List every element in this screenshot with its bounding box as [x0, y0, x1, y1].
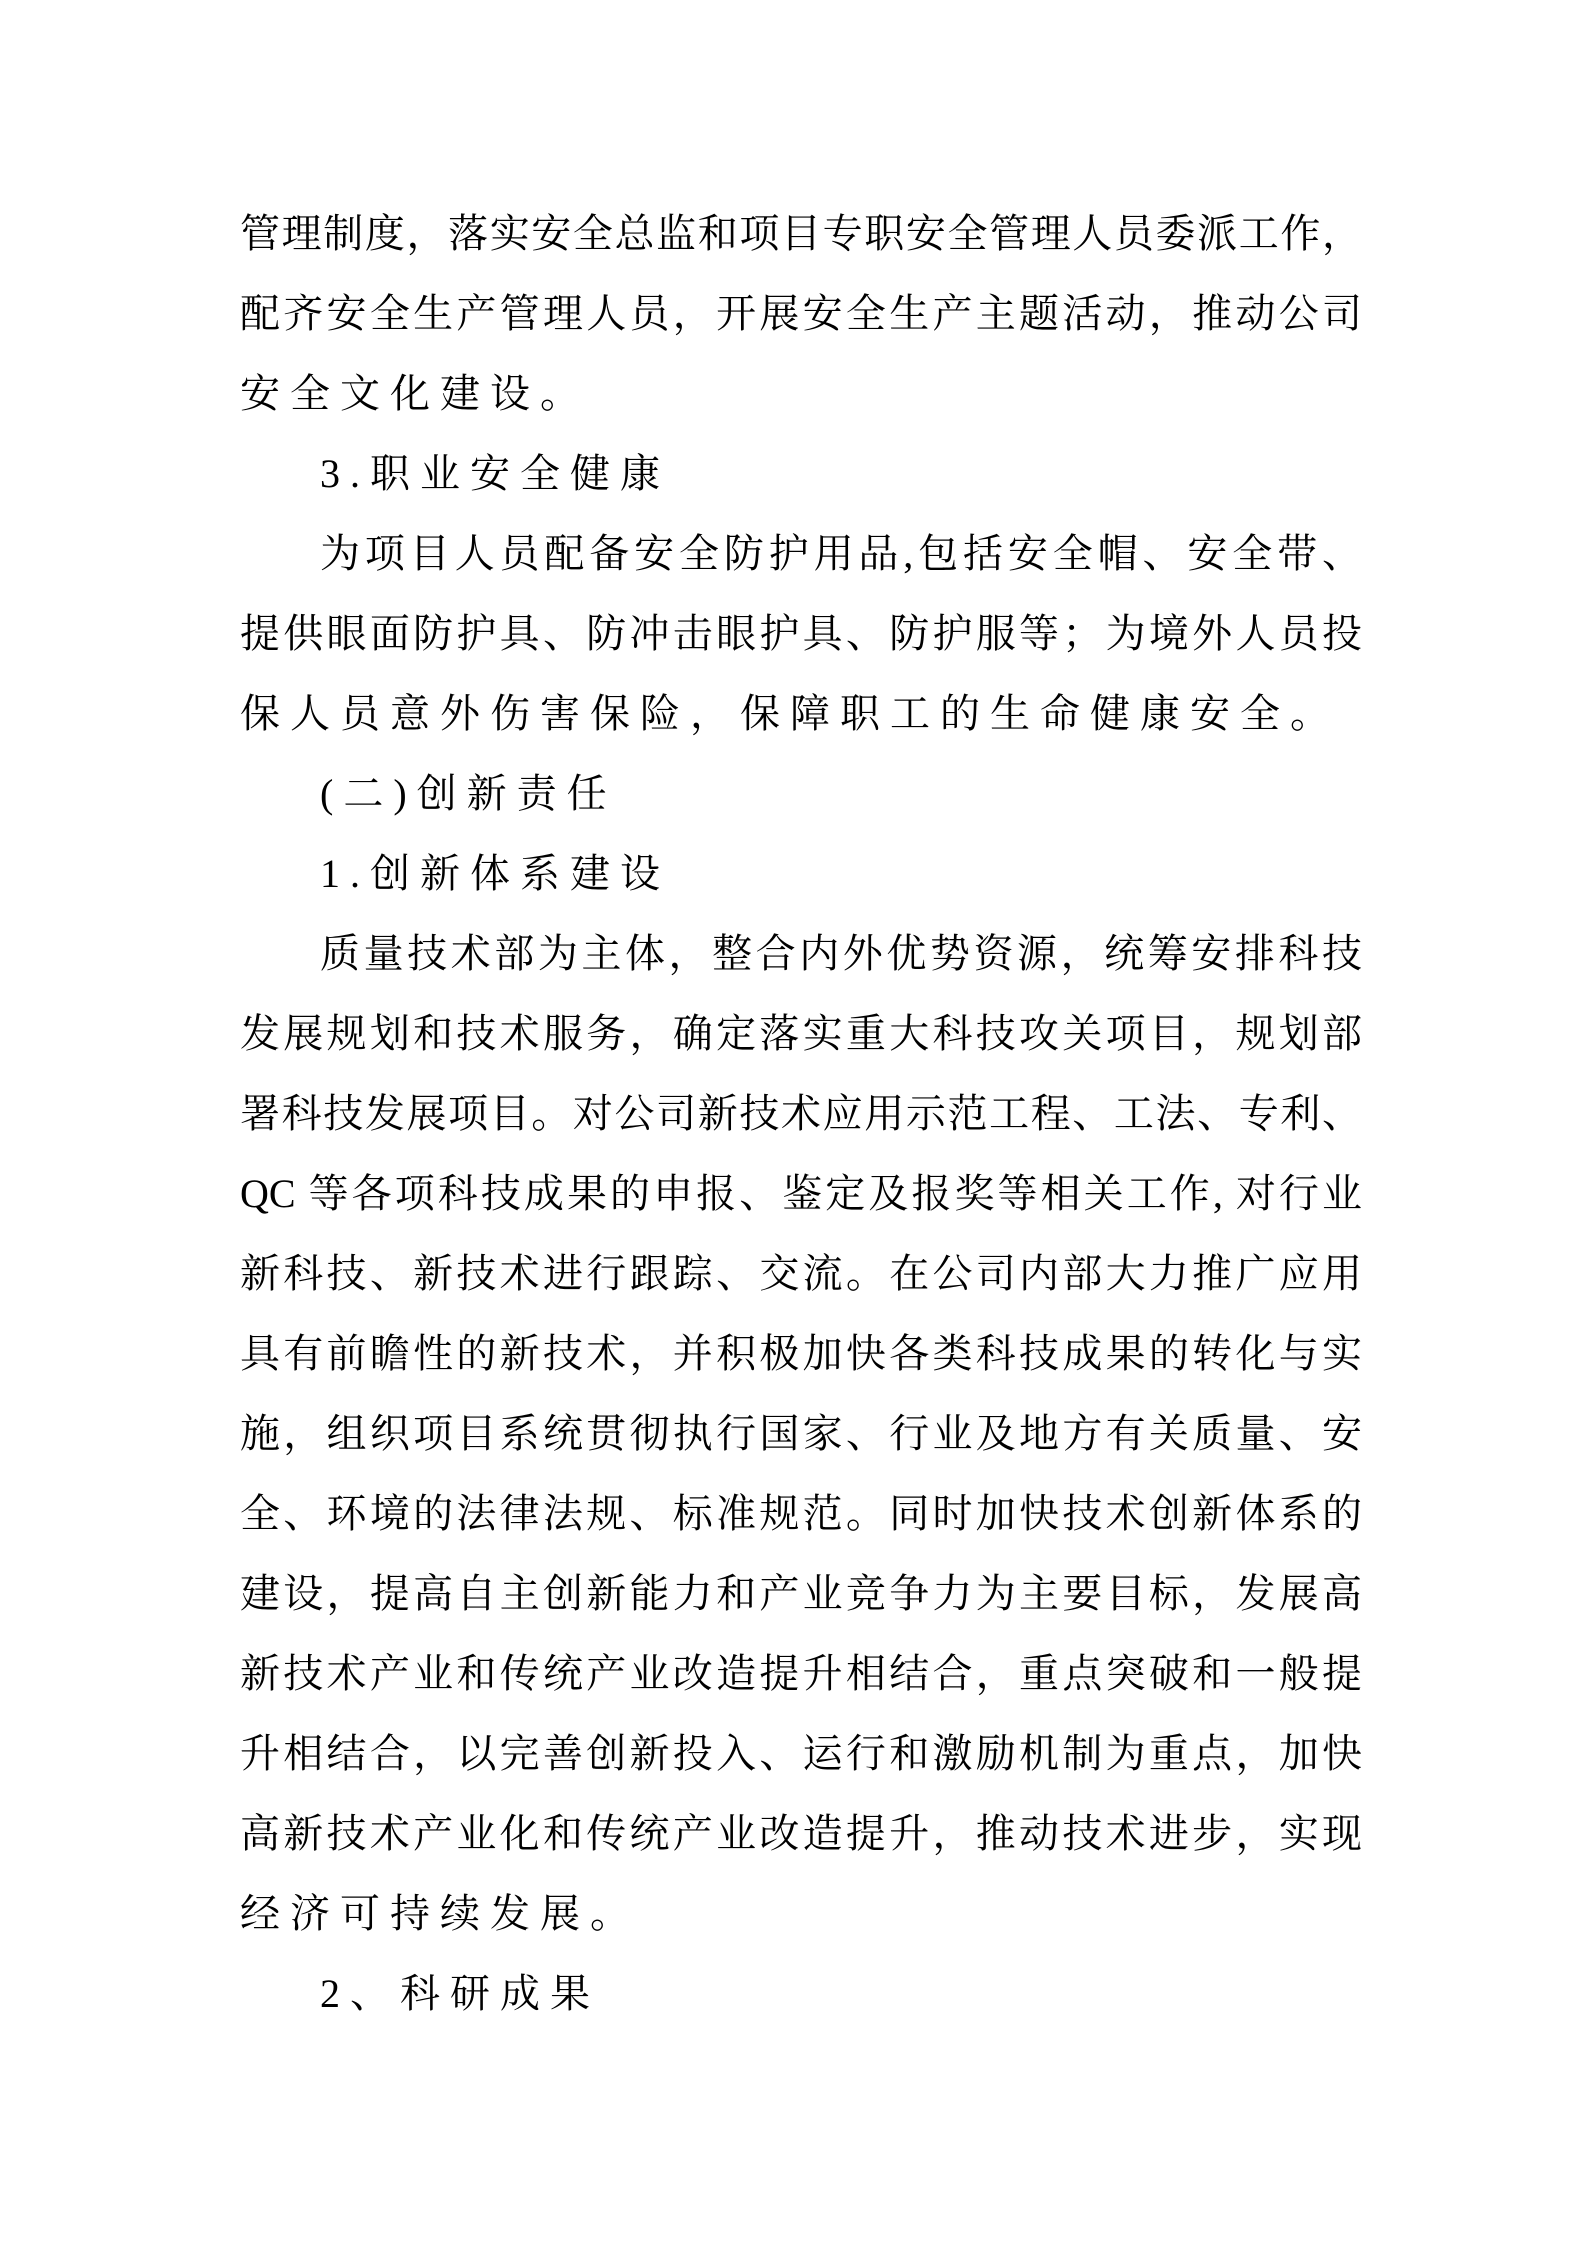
paragraph-line: 提供眼面防护具、防冲击眼护具、防护服等；为境外人员投	[240, 611, 1362, 656]
paragraph-line: 建设，提高自主创新能力和产业竞争力为主要目标，发展高	[240, 1571, 1362, 1616]
paragraph-line: QC 等各项科技成果的申报、鉴定及报奖等相关工作, 对行业	[240, 1171, 1362, 1216]
paragraph-end-line: 保人员意外伤害保险，保障职工的生命健康安全。	[240, 691, 1340, 736]
list-heading: 3.职业安全健康	[320, 451, 670, 496]
paragraph-line: 新技术产业和传统产业改造提升相结合，重点突破和一般提	[240, 1651, 1362, 1696]
paragraph-line: 署科技发展项目。对公司新技术应用示范工程、工法、专利、	[240, 1091, 1362, 1136]
paragraph-line: 质量技术部为主体，整合内外优势资源，统筹安排科技	[320, 931, 1362, 976]
paragraph-line: 新科技、新技术进行跟踪、交流。在公司内部大力推广应用	[240, 1251, 1362, 1296]
section-heading: (二)创新责任	[320, 771, 617, 816]
paragraph-line: 配齐安全生产管理人员，开展安全生产主题活动，推动公司	[240, 291, 1362, 336]
paragraph-end-line: 安全文化建设。	[240, 371, 590, 416]
paragraph-line: 施，组织项目系统贯彻执行国家、行业及地方有关质量、安	[240, 1411, 1362, 1456]
paragraph-line: 全、环境的法律法规、标准规范。同时加快技术创新体系的	[240, 1491, 1362, 1536]
paragraph-line: 高新技术产业化和传统产业改造提升，推动技术进步，实现	[240, 1811, 1362, 1856]
paragraph-line: 为项目人员配备安全防护用品,包括安全帽、安全带、	[320, 531, 1362, 576]
paragraph-line: 发展规划和技术服务，确定落实重大科技攻关项目，规划部	[240, 1011, 1362, 1056]
list-heading: 1.创新体系建设	[320, 851, 670, 896]
document-body	[240, 194, 1362, 2034]
list-heading: 2、科研成果	[320, 1971, 600, 2016]
paragraph-line: 升相结合，以完善创新投入、运行和激励机制为重点，加快	[240, 1731, 1362, 1776]
paragraph-line: 管理制度，落实安全总监和项目专职安全管理人员委派工作，	[240, 211, 1362, 256]
paragraph-line: 具有前瞻性的新技术，并积极加快各类科技成果的转化与实	[240, 1331, 1362, 1376]
paragraph-end-line: 经济可持续发展。	[240, 1891, 640, 1936]
